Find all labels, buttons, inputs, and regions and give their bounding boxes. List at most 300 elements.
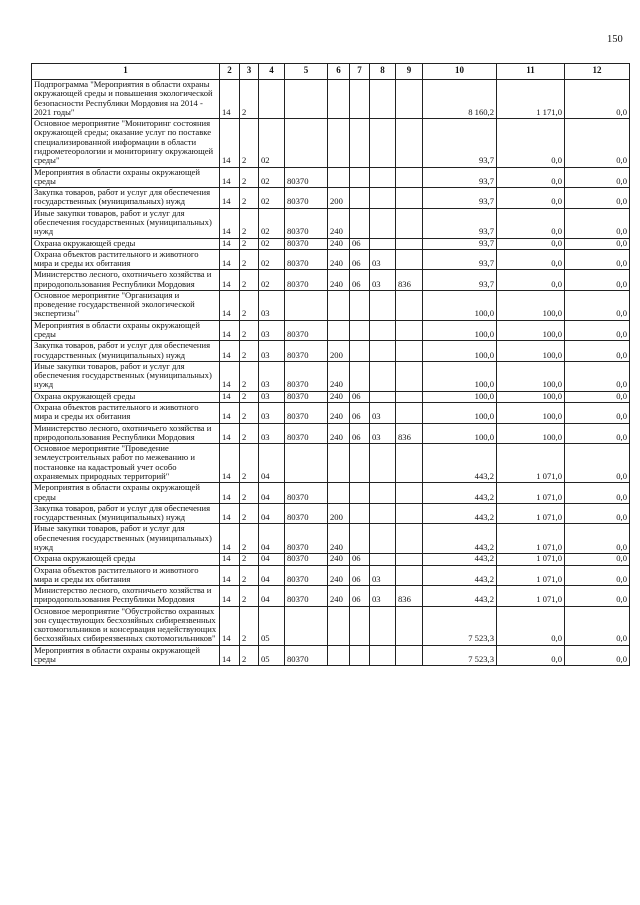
code-8 [370, 645, 396, 666]
amount-11: 100,0 [497, 361, 565, 391]
code-9 [396, 238, 423, 249]
code-3: 2 [240, 80, 259, 119]
code-6: 200 [328, 503, 350, 524]
row-name: Основное мероприятие "Мониторинг состояния окружающей среды; оказание услуг по поставке специализированной информации в области гидрометеорологии и мониторингу окружающей среды" [32, 119, 220, 167]
code-3: 2 [240, 403, 259, 424]
amount-10: 443,2 [423, 444, 497, 483]
code-4: 03 [259, 391, 285, 402]
column-header-12: 12 [565, 64, 630, 80]
code-8 [370, 188, 396, 209]
code-4: 05 [259, 606, 285, 645]
amount-12: 0,0 [565, 423, 630, 444]
code-5 [285, 80, 328, 119]
code-5: 80370 [285, 565, 328, 586]
code-7 [350, 290, 370, 320]
row-name: Иные закупки товаров, работ и услуг для обеспечения государственных (муниципальных) нужд [32, 208, 220, 238]
code-4: 05 [259, 645, 285, 666]
code-5: 80370 [285, 503, 328, 524]
code-5 [285, 606, 328, 645]
column-header-9: 9 [396, 64, 423, 80]
code-5: 80370 [285, 403, 328, 424]
row-name: Подпрограмма "Мероприятия в области охраны окружающей среды и повышения экологической безопасности Республики Мордовия на 2014 - 2021 годы" [32, 80, 220, 119]
amount-11: 0,0 [497, 249, 565, 270]
code-3: 2 [240, 645, 259, 666]
code-4: 04 [259, 503, 285, 524]
amount-12: 0,0 [565, 188, 630, 209]
code-9 [396, 320, 423, 341]
amount-10: 93,7 [423, 167, 497, 188]
code-9 [396, 167, 423, 188]
code-8 [370, 606, 396, 645]
code-2: 14 [220, 565, 240, 586]
code-6: 240 [328, 554, 350, 565]
code-3: 2 [240, 238, 259, 249]
code-6: 240 [328, 565, 350, 586]
code-3: 2 [240, 119, 259, 167]
code-6: 240 [328, 270, 350, 291]
code-8 [370, 80, 396, 119]
table-row [32, 565, 630, 586]
amount-12: 0,0 [565, 361, 630, 391]
code-8 [370, 391, 396, 402]
code-9 [396, 119, 423, 167]
amount-10: 443,2 [423, 503, 497, 524]
code-3: 2 [240, 320, 259, 341]
amount-10: 443,2 [423, 524, 497, 554]
column-header-2: 2 [220, 64, 240, 80]
amount-10: 100,0 [423, 423, 497, 444]
column-header-11: 11 [497, 64, 565, 80]
column-header-3: 3 [240, 64, 259, 80]
amount-11: 1 071,0 [497, 586, 565, 607]
code-5: 80370 [285, 423, 328, 444]
code-2: 14 [220, 238, 240, 249]
code-5 [285, 290, 328, 320]
table-row [32, 483, 630, 504]
code-6 [328, 290, 350, 320]
amount-12: 0,0 [565, 606, 630, 645]
code-7: 06 [350, 554, 370, 565]
amount-11: 1 071,0 [497, 444, 565, 483]
code-3: 2 [240, 361, 259, 391]
code-6: 200 [328, 188, 350, 209]
table-row [32, 524, 630, 554]
code-7 [350, 320, 370, 341]
code-5 [285, 119, 328, 167]
code-5: 80370 [285, 188, 328, 209]
code-9 [396, 554, 423, 565]
budget-table [31, 63, 630, 666]
code-4: 03 [259, 290, 285, 320]
code-2: 14 [220, 361, 240, 391]
amount-10: 100,0 [423, 341, 497, 362]
column-header-5: 5 [285, 64, 328, 80]
table-row [32, 503, 630, 524]
amount-11: 1 171,0 [497, 80, 565, 119]
code-2: 14 [220, 167, 240, 188]
code-9 [396, 188, 423, 209]
row-name: Министерство лесного, охотничьего хозяйства и природопользования Республики Мордовия [32, 270, 220, 291]
code-4: 04 [259, 483, 285, 504]
row-name: Закупка товаров, работ и услуг для обеспечения государственных (муниципальных) нужд [32, 188, 220, 209]
code-8 [370, 208, 396, 238]
code-6: 240 [328, 423, 350, 444]
code-3: 2 [240, 444, 259, 483]
table-row [32, 606, 630, 645]
amount-12: 0,0 [565, 167, 630, 188]
code-4: 04 [259, 554, 285, 565]
code-6: 240 [328, 403, 350, 424]
code-7: 06 [350, 403, 370, 424]
code-7: 06 [350, 391, 370, 402]
amount-12: 0,0 [565, 483, 630, 504]
code-2: 14 [220, 403, 240, 424]
amount-12: 0,0 [565, 586, 630, 607]
amount-12: 0,0 [565, 238, 630, 249]
code-3: 2 [240, 606, 259, 645]
code-3: 2 [240, 341, 259, 362]
row-name: Закупка товаров, работ и услуг для обеспечения государственных (муниципальных) нужд [32, 503, 220, 524]
amount-12: 0,0 [565, 270, 630, 291]
table-row [32, 423, 630, 444]
amount-11: 1 071,0 [497, 565, 565, 586]
row-name: Охрана окружающей среды [32, 391, 220, 402]
amount-10: 443,2 [423, 483, 497, 504]
code-6: 240 [328, 524, 350, 554]
code-8 [370, 444, 396, 483]
code-7 [350, 606, 370, 645]
code-9 [396, 524, 423, 554]
amount-10: 100,0 [423, 361, 497, 391]
code-6: 240 [328, 249, 350, 270]
code-9: 836 [396, 423, 423, 444]
amount-12: 0,0 [565, 249, 630, 270]
code-3: 2 [240, 483, 259, 504]
code-8: 03 [370, 586, 396, 607]
code-7 [350, 645, 370, 666]
code-8 [370, 320, 396, 341]
amount-10: 93,7 [423, 270, 497, 291]
amount-11: 0,0 [497, 645, 565, 666]
code-3: 2 [240, 554, 259, 565]
code-6: 240 [328, 238, 350, 249]
code-4: 04 [259, 524, 285, 554]
code-6 [328, 80, 350, 119]
amount-12: 0,0 [565, 320, 630, 341]
amount-11: 100,0 [497, 320, 565, 341]
code-7 [350, 361, 370, 391]
code-2: 14 [220, 444, 240, 483]
code-7 [350, 80, 370, 119]
amount-11: 1 071,0 [497, 503, 565, 524]
page-number: 150 [607, 34, 623, 45]
code-5: 80370 [285, 341, 328, 362]
code-8 [370, 524, 396, 554]
code-3: 2 [240, 270, 259, 291]
amount-11: 100,0 [497, 391, 565, 402]
column-header-1: 1 [32, 64, 220, 80]
code-8: 03 [370, 565, 396, 586]
code-9 [396, 565, 423, 586]
code-4: 02 [259, 188, 285, 209]
code-9 [396, 606, 423, 645]
code-7 [350, 444, 370, 483]
code-2: 14 [220, 270, 240, 291]
table-row [32, 270, 630, 291]
code-8 [370, 503, 396, 524]
code-6 [328, 167, 350, 188]
code-9 [396, 403, 423, 424]
code-4: 02 [259, 238, 285, 249]
table-row [32, 320, 630, 341]
amount-11: 100,0 [497, 403, 565, 424]
code-7: 06 [350, 238, 370, 249]
amount-12: 0,0 [565, 565, 630, 586]
code-9: 836 [396, 586, 423, 607]
amount-10: 443,2 [423, 565, 497, 586]
row-name: Министерство лесного, охотничьего хозяйства и природопользования Республики Мордовия [32, 586, 220, 607]
table-row [32, 119, 630, 167]
code-5: 80370 [285, 249, 328, 270]
code-4: 03 [259, 361, 285, 391]
code-5: 80370 [285, 270, 328, 291]
amount-11: 0,0 [497, 167, 565, 188]
code-2: 14 [220, 645, 240, 666]
code-2: 14 [220, 423, 240, 444]
code-4: 03 [259, 423, 285, 444]
code-6: 200 [328, 341, 350, 362]
code-3: 2 [240, 290, 259, 320]
amount-12: 0,0 [565, 554, 630, 565]
amount-11: 1 071,0 [497, 554, 565, 565]
code-2: 14 [220, 249, 240, 270]
amount-11: 1 071,0 [497, 483, 565, 504]
code-5: 80370 [285, 645, 328, 666]
code-4: 03 [259, 341, 285, 362]
code-6 [328, 320, 350, 341]
code-9 [396, 645, 423, 666]
code-4: 04 [259, 444, 285, 483]
code-6 [328, 483, 350, 504]
table-row [32, 403, 630, 424]
code-5: 80370 [285, 167, 328, 188]
code-6 [328, 645, 350, 666]
row-name: Охрана объектов растительного и животного мира и среды их обитания [32, 403, 220, 424]
code-4: 02 [259, 208, 285, 238]
table-row [32, 391, 630, 402]
code-7 [350, 208, 370, 238]
code-7 [350, 483, 370, 504]
code-8 [370, 483, 396, 504]
code-2: 14 [220, 483, 240, 504]
code-2: 14 [220, 208, 240, 238]
column-header-8: 8 [370, 64, 396, 80]
code-3: 2 [240, 423, 259, 444]
code-6 [328, 119, 350, 167]
code-9 [396, 503, 423, 524]
column-header-4: 4 [259, 64, 285, 80]
code-6 [328, 444, 350, 483]
column-header-10: 10 [423, 64, 497, 80]
row-name: Министерство лесного, охотничьего хозяйства и природопользования Республики Мордовия [32, 423, 220, 444]
row-name: Мероприятия в области охраны окружающей среды [32, 167, 220, 188]
code-8 [370, 554, 396, 565]
code-7 [350, 524, 370, 554]
code-8 [370, 119, 396, 167]
row-name: Основное мероприятие "Проведение землеустроительных работ по межеванию и постановке на кадастровый учет особо охраняемых природных территорий" [32, 444, 220, 483]
table-row [32, 208, 630, 238]
code-4: 04 [259, 565, 285, 586]
amount-11: 100,0 [497, 290, 565, 320]
code-9 [396, 483, 423, 504]
table-row [32, 554, 630, 565]
amount-10: 8 160,2 [423, 80, 497, 119]
table-body [32, 80, 630, 666]
code-2: 14 [220, 524, 240, 554]
row-name: Мероприятия в области охраны окружающей среды [32, 645, 220, 666]
table-row [32, 290, 630, 320]
code-8 [370, 238, 396, 249]
code-9 [396, 341, 423, 362]
amount-12: 0,0 [565, 119, 630, 167]
code-2: 14 [220, 119, 240, 167]
row-name: Основное мероприятие "Обустройство охранных зон существующих бесхозяйных сибиреязвенных скотомогильников и консервация недействующих бесхозяйных сибиреязвенных скотомогильников" [32, 606, 220, 645]
table-row [32, 80, 630, 119]
amount-11: 0,0 [497, 208, 565, 238]
table-row [32, 361, 630, 391]
amount-12: 0,0 [565, 341, 630, 362]
code-9 [396, 249, 423, 270]
amount-12: 0,0 [565, 208, 630, 238]
column-header-6: 6 [328, 64, 350, 80]
row-name: Охрана окружающей среды [32, 238, 220, 249]
code-6 [328, 606, 350, 645]
code-8: 03 [370, 403, 396, 424]
amount-10: 100,0 [423, 290, 497, 320]
code-3: 2 [240, 503, 259, 524]
code-2: 14 [220, 554, 240, 565]
amount-10: 93,7 [423, 238, 497, 249]
code-5 [285, 444, 328, 483]
code-9 [396, 208, 423, 238]
code-4: 03 [259, 320, 285, 341]
column-header-7: 7 [350, 64, 370, 80]
code-9 [396, 361, 423, 391]
amount-11: 0,0 [497, 238, 565, 249]
row-name: Основное мероприятие "Организация и проведение государственной экологической экспертизы" [32, 290, 220, 320]
amount-11: 100,0 [497, 341, 565, 362]
amount-11: 0,0 [497, 188, 565, 209]
code-9 [396, 444, 423, 483]
amount-11: 1 071,0 [497, 524, 565, 554]
code-5: 80370 [285, 391, 328, 402]
code-7: 06 [350, 586, 370, 607]
table-row [32, 238, 630, 249]
amount-10: 7 523,3 [423, 645, 497, 666]
row-name: Охрана окружающей среды [32, 554, 220, 565]
code-9: 836 [396, 270, 423, 291]
code-6: 240 [328, 391, 350, 402]
amount-12: 0,0 [565, 645, 630, 666]
code-7 [350, 341, 370, 362]
amount-12: 0,0 [565, 80, 630, 119]
code-5: 80370 [285, 238, 328, 249]
amount-12: 0,0 [565, 290, 630, 320]
code-3: 2 [240, 391, 259, 402]
code-7 [350, 188, 370, 209]
code-2: 14 [220, 586, 240, 607]
code-7: 06 [350, 270, 370, 291]
amount-10: 93,7 [423, 208, 497, 238]
table-row [32, 188, 630, 209]
amount-10: 93,7 [423, 188, 497, 209]
row-name: Закупка товаров, работ и услуг для обеспечения государственных (муниципальных) нужд [32, 341, 220, 362]
row-name: Иные закупки товаров, работ и услуг для обеспечения государственных (муниципальных) нужд [32, 361, 220, 391]
code-4 [259, 80, 285, 119]
amount-12: 0,0 [565, 524, 630, 554]
row-name: Охрана объектов растительного и животного мира и среды их обитания [32, 565, 220, 586]
amount-11: 0,0 [497, 606, 565, 645]
amount-10: 100,0 [423, 320, 497, 341]
code-3: 2 [240, 188, 259, 209]
code-2: 14 [220, 341, 240, 362]
amount-12: 0,0 [565, 391, 630, 402]
row-name: Мероприятия в области охраны окружающей среды [32, 320, 220, 341]
code-5: 80370 [285, 208, 328, 238]
code-9 [396, 290, 423, 320]
code-3: 2 [240, 167, 259, 188]
code-7: 06 [350, 423, 370, 444]
amount-12: 0,0 [565, 444, 630, 483]
code-8: 03 [370, 249, 396, 270]
amount-10: 7 523,3 [423, 606, 497, 645]
code-8 [370, 290, 396, 320]
table-row [32, 645, 630, 666]
code-4: 03 [259, 403, 285, 424]
code-4: 02 [259, 249, 285, 270]
code-4: 02 [259, 119, 285, 167]
code-4: 04 [259, 586, 285, 607]
code-2: 14 [220, 606, 240, 645]
code-7 [350, 503, 370, 524]
table-row [32, 167, 630, 188]
table-row [32, 249, 630, 270]
table-row [32, 444, 630, 483]
code-5: 80370 [285, 361, 328, 391]
code-2: 14 [220, 290, 240, 320]
amount-11: 0,0 [497, 119, 565, 167]
code-7 [350, 119, 370, 167]
code-8 [370, 167, 396, 188]
table-row [32, 586, 630, 607]
code-2: 14 [220, 188, 240, 209]
amount-10: 100,0 [423, 403, 497, 424]
code-5: 80370 [285, 554, 328, 565]
code-3: 2 [240, 208, 259, 238]
code-4: 02 [259, 167, 285, 188]
amount-12: 0,0 [565, 403, 630, 424]
row-name: Иные закупки товаров, работ и услуг для обеспечения государственных (муниципальных) нужд [32, 524, 220, 554]
code-4: 02 [259, 270, 285, 291]
amount-10: 443,2 [423, 554, 497, 565]
code-7: 06 [350, 565, 370, 586]
amount-11: 0,0 [497, 270, 565, 291]
amount-10: 93,7 [423, 249, 497, 270]
code-5: 80370 [285, 586, 328, 607]
table-header [32, 64, 630, 80]
code-5: 80370 [285, 524, 328, 554]
row-name: Мероприятия в области охраны окружающей среды [32, 483, 220, 504]
